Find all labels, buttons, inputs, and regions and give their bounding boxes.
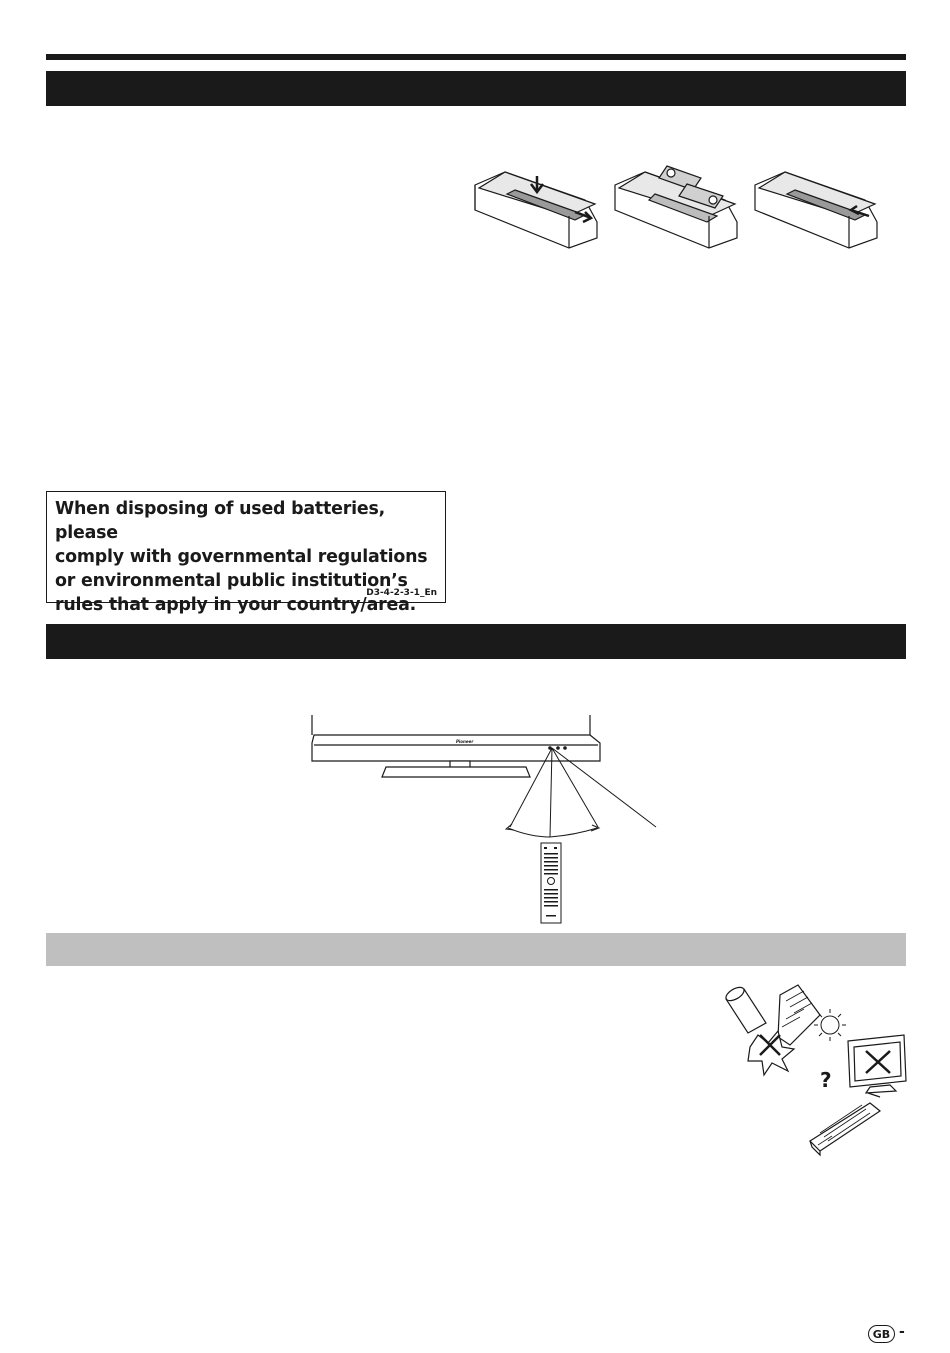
remote-step-3: [755, 172, 877, 248]
remote-range-illustration: [300, 715, 670, 930]
notice-line-2: comply with governmental regulations: [55, 547, 428, 567]
top-rule: [46, 54, 906, 60]
battery-installation-illustration: [465, 160, 905, 250]
notice-code: D3-4-2-3-1_En: [366, 588, 437, 598]
battery-disposal-notice: [46, 491, 446, 615]
section-header-bar-cautions: [46, 933, 906, 966]
remote-pointing: [810, 1093, 880, 1155]
notice-line-4: rules that apply in your country/area.: [55, 595, 417, 615]
remote-step-2: [615, 166, 737, 248]
tv-brand-label: Pioneer: [456, 739, 474, 744]
section-header-bar-batteries: [46, 71, 906, 106]
notice-line-1: When disposing of used batteries, please: [55, 499, 386, 543]
page-dash: -: [899, 1324, 905, 1340]
remote-step-1: [475, 172, 597, 248]
remote-caution-illustration: [720, 975, 910, 1170]
question-mark-icon: ?: [820, 1068, 832, 1092]
region-badge: GB: [868, 1325, 895, 1343]
tv-front: [312, 715, 600, 777]
notice-line-3: or environmental public institution’s: [55, 571, 408, 591]
section-header-bar-operating-range: [46, 624, 906, 659]
remote-control-front: [541, 843, 561, 923]
liquid-spill-warning: [724, 985, 820, 1075]
tv-sunlight-warning: [848, 1035, 906, 1093]
